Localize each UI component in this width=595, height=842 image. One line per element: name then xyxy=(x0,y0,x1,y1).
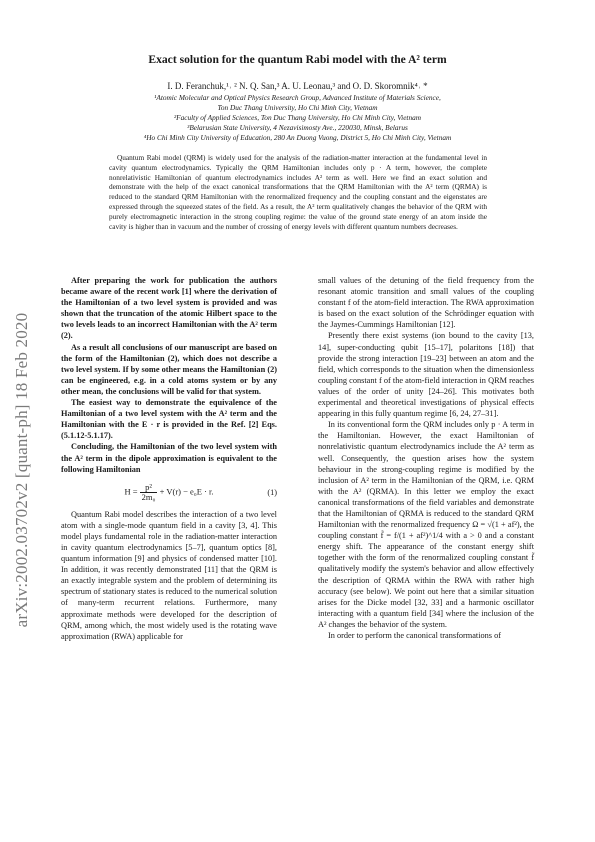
right-column xyxy=(318,275,534,641)
left-column xyxy=(61,275,277,642)
author-list: I. D. Feranchuk,¹˒ ² N. Q. San,³ A. U. Leonau,³ and O. D. Skoromnik⁴˒ * xyxy=(167,81,428,91)
body-paragraph: Quantum Rabi model describes the interaction of a two level atom with a single-mode quantum field in a cavity [3, 4]. This model plays fundamental role in the radiation-matter interaction in cavity quantum electrodynamics [5–7], quantum optics [8], quantum information [9] and physics of condensed matter [10]. In addition, it was recently demonstrated [11] that the QRM is an exactly integrable system and the problem of determining its spectrum of stationary states is reduced to the numerical solution of many-term recurrent relations. Furthermore, many approximate methods were developed for the description of QRM, among which, the most widely used is the rotating wave approximation (RWA) applicable for xyxy=(61,509,277,641)
note-paragraph: The easiest way to demonstrate the equivalence of the Hamiltonian of a two level system with the A² term and the Hamiltonian with the E · r is provided in the Ref. [2] Eqs. (5.1.12-5.1.17). xyxy=(61,398,277,441)
abstract: Quantum Rabi model (QRM) is widely used for the analysis of the radiation-matter interaction at the fundamental level in cavity quantum electrodynamics. Typically the QRM Hamiltonian includes only p · A term, however, the complete nonrelativistic Hamiltonian of quantum electrodynamics includes A² term as well. Here we find an exact solution and demonstrate with the help of the exact canonical transformations that the QRM Hamiltonian with the A² term (QRMA) is reduced to the standard QRM Hamiltonian with the renormalized frequency and the coupling constant and the eigenstates are expressed through the squeezed states of the field. As a result, the A² term qualitatively changes the behavior of the QRM with purely electromagnetic interaction in the strong coupling regime: the value of the ground state energy of an atom inside the cavity is higher than in vacuum and the number of crossing of energy levels with different quantum numbers decreases. xyxy=(109,153,487,231)
body-paragraph: In order to perform the canonical transformations of xyxy=(328,631,502,640)
equation-rhs: + V(r) − e₀E · r. xyxy=(157,486,214,497)
equation-fraction xyxy=(140,483,158,502)
fraction-numerator: p² xyxy=(140,483,158,493)
equation-1 xyxy=(61,477,277,507)
arxiv-stamp xyxy=(10,255,34,685)
affiliation-line: ¹Atomic Molecular and Optical Physics Research Group, Advanced Institute of Materials Science, xyxy=(154,93,441,102)
equation-body xyxy=(61,483,277,502)
body-paragraph: small values of the detuning of the field frequency from the resonant atomic transition and small values of the coupling constant f of the atom-field interaction. The RWA approximation is based on the exact solution of the Schrödinger equation with the Jaymes-Cummings Hamiltonian [12]. xyxy=(318,276,534,330)
affiliation-line: ³Belarusian State University, 4 Nezavisimosty Ave., 220030, Minsk, Belarus xyxy=(187,122,408,132)
affiliation-line: Ton Duc Thang University, Ho Chi Minh City, Vietnam xyxy=(217,102,378,112)
arxiv-stamp-text: arXiv:2002.03702v2 [quant-ph] 18 Feb 2020 xyxy=(12,312,31,628)
equation-lhs: H = xyxy=(124,486,140,497)
affiliations xyxy=(40,93,555,143)
body-paragraph: In its conventional form the QRM includes only p · A term in the Hamiltonian. However, the exact Hamiltonian of nonrelativistic quantum electrodynamics include the A² term as well. Consequently, the question arises how the system behaviour in the strong-coupling regime is modified by the inclusion of A² term in the Hamiltonian of the QRM, i.e. QRM with the A² (QRMA). In this letter we employ the exact canonical transformations of the field variables and demonstrate that the Hamiltonian of QRMA is reduced to the standard QRM Hamiltonian with the renormalized frequency Ω = √(1 + af²), the coupling constant f̃ = f/(1 + af²)^1/4 with a > 0 and a constant energy shift. The appearance of the constant energy shift together with the form of the renormalized coupling constant f̃ qualitatively modify the system's behavior and allow effectively the description of QRMA within the RWA with rather high accuracy (see below). We point out here that a similar situation arises for the Dicke model [32, 33] and a harmonic oscillator interacting with a quantum field [34] where the inclusion of the A² changes the behavior of the system. xyxy=(318,420,534,629)
affiliation-line: ⁴Ho Chi Minh City University of Education, 280 An Duong Vuong, District 5, Ho Chi Minh City, Vietnam xyxy=(143,132,452,142)
note-paragraph: Concluding, the Hamiltonian of the two level system with the A² term in the dipole approximation is equivalent to the following Hamiltonian xyxy=(61,442,277,474)
note-paragraph: After preparing the work for publication the authors became aware of the recent work [1] where the derivation of the Hamiltonian of a two level system is provided and was shown that the truncation of the atomic Hilbert space to the two levels leads to an incorrect Hamiltonian with the A² term (2). xyxy=(61,276,277,341)
note-paragraph: As a result all conclusions of our manuscript are based on the form of the Hamiltonian (2), which does not describe a two level system. If by some other means the Hamiltonian (2) can be engineered, e.g. in a cold atoms system or by any other mean, the conclusions will be valid for that system. xyxy=(61,342,277,396)
equation-number: (1) xyxy=(267,487,277,497)
paper-title: Exact solution for the quantum Rabi model with the A² term xyxy=(148,53,447,66)
body-paragraph: Presently there exist systems (ion bound to the cavity [13, 14], super-conducting qubit [15–17], polaritons [18]) that provide the strong interaction [19–23] between an atom and the field, which corresponds to the situation when the dimensionless coupling constant f of the atom-field interaction in QRM reaches values of the order of unity [24–26]. This motivates both experimental and theoretical investigations of physical effects appearing in this fully quantum regime [6, 24, 27–31]. xyxy=(318,331,534,419)
fraction-denominator: 2m₀ xyxy=(141,491,156,502)
affiliation-line: ²Faculty of Applied Sciences, Ton Duc Thang University, Ho Chi Minh City, Vietnam xyxy=(173,112,422,122)
